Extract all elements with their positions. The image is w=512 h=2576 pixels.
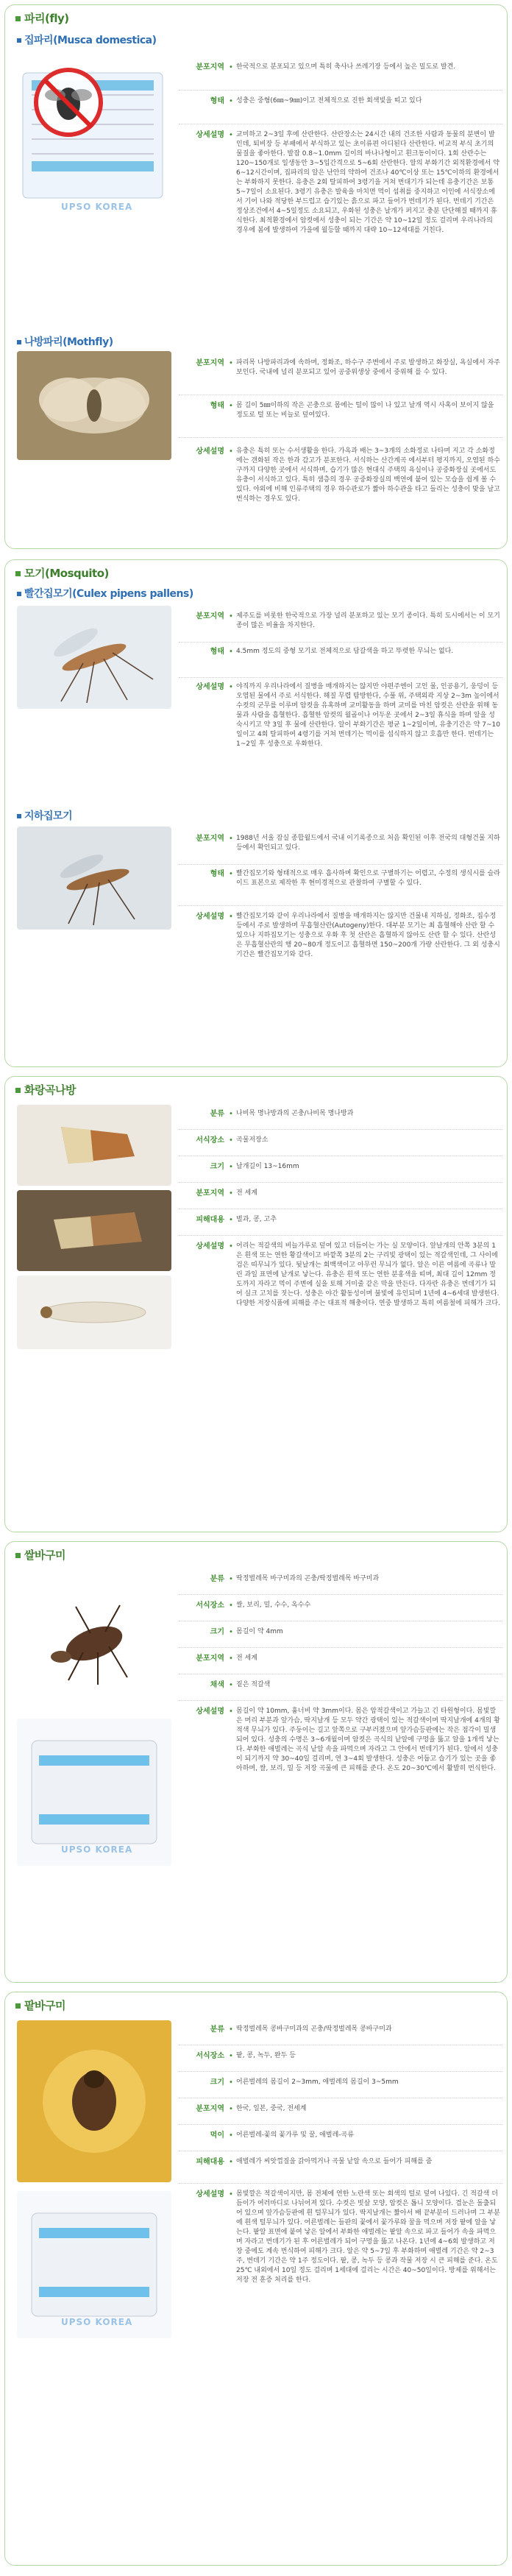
moth-larva-photo: [17, 1275, 171, 1349]
bullet-icon: •: [229, 2025, 233, 2034]
row-label: 분포지역: [196, 359, 224, 367]
row-label: 상세설명: [196, 683, 224, 691]
row-value: 딱정벌레목 바구미과의 곤충/딱정벌레목 바구미과: [236, 1575, 380, 1582]
bullet-icon: •: [229, 1708, 233, 1716]
row-label: 형태: [210, 97, 224, 105]
bullet-icon: •: [229, 612, 233, 620]
row-value: 벌과, 콩, 고추: [236, 1216, 277, 1223]
section-title: [15, 1548, 65, 1564]
row-value: 전 세계: [236, 1189, 257, 1197]
species-title: [17, 809, 72, 824]
row-label: 분포지역: [196, 612, 224, 620]
section-title-text: 화랑곡나방: [24, 1083, 76, 1097]
row-value: 한국, 일본, 중국, 전세계: [236, 2105, 307, 2112]
section-title-text: 쌀바구미: [24, 1549, 65, 1562]
moth-damage-row: [179, 1215, 502, 1236]
row-label: 상세설명: [196, 131, 224, 139]
row-label: 서식장소: [196, 2052, 224, 2060]
row-value: 4.5mm 정도의 중형 모기로 전체적으로 담갈색을 하고 뚜렷한 무늬는 없다.: [236, 648, 454, 655]
row-label: 분류: [210, 1110, 224, 1118]
housefly-trap-photo: [17, 51, 171, 222]
bean-weevil-trap-photo: [17, 2191, 171, 2338]
bullet-icon: •: [229, 1681, 233, 1689]
row-value: 쌀, 보리, 밀, 수수, 옥수수: [236, 1602, 311, 1609]
bullet-icon: •: [229, 1163, 233, 1171]
bullet-icon: •: [229, 1575, 233, 1583]
bean-damage-row: [179, 2157, 502, 2184]
bean-detail-row: [179, 2190, 502, 2543]
bullet-icon: •: [229, 1189, 233, 1197]
bullet-icon: •: [229, 1602, 233, 1610]
row-value: 야직까지 우리나라에서 질병을 매개하지는 않지만 야편주엔이 고인 물, 인공용기, 웅덩이 등 오염된 물에서 주로 서식한다. 해질 무렵 탐방한다, 수풀 위, 주택외곽 지상 2~3m 높이에서 수컷의 군무를 이루며 암컷을 유혹하며 교미활동을 하며 교미를 마친 암컷은 산란을 위해 동물과 사람을 흡혈한다. 흡혈한 암컷의 월골이나 어두운 곳에서 2~3일 휴식을 하며 알을 성숙시키고 약 3일 후 물에 산란한다. 알이 부화기간은 평균 1~2일이며, 유충기간은 약 7~10일이고 4회 탈피하여 4령기를 거쳐 번데기는 먹이를 섭식하지 않고 호흡만 한다. 번데기는 1~2일 후 성충으로 우화한다.: [236, 683, 501, 749]
row-label: 형태: [210, 870, 224, 878]
row-label: 크기: [210, 2078, 224, 2087]
row-value: 몸빛깔은 적갈색이지만, 몸 전체에 연한 노란색 또는 회색의 털로 덮여 나있다. 긴 적갈색 더듬이가 여러마디로 나뉘어져 있다. 수컷은 빗살 모양, 암컷은 톱니 모양이다. 겹눈은 돌출되어 있으며 앞가슴등판에 흰 털무늬가 있다. 딱지날개는 짧아서 배 끝부분이 드러나며 그 부분에 흰색 털무늬가 있다. 어른벌레는 들판의 꽃에서 꽃가루와 꿀을 먹으며 저장 팥에 알을 낳는다. 팥알 표면에 붙여 낳은 알에서 부화한 애벌레는 팥알 속으로 파고 들어가 속을 파먹으며 자라고 번데기가 된 후 어른벌레가 되어 구멍을 뚫고 나온다. 1년에 4~6회 발생하고 저장 중에도 계속 번식하여 피해가 크다. 알은 약 5~7일 후 부화하며 애벌레 기간은 약 2~3주, 번데기 기간은 약 1주 정도이다. 팥, 콩, 녹두 등 콩과 작물 저장 시 큰 피해를 준다. 온도 25℃ 내외에서 10일 정도 걸리며 1세대에 걸리는 시간은 40~50일이다. 방제를 위해서는 저장 전 훈증 처리를 한다.: [236, 2190, 500, 2285]
species-title: [17, 335, 113, 350]
row-value: 1988년 서울 잠실 종합월드에서 국내 이기록종으로 처음 확인된 이후 전국의 대형건물 지하 등에서 확인되고 있다.: [236, 835, 500, 852]
row-value: 유충은 특히 또는 수서생활을 한다. 가옥과 배는 3~3개의 소화정로 나타며 지고 각 소화정에는 갠화된 작은 한과 감고가 분포한다. 서식하는 산간계곡 에서부터 평지까지, 오염된 하수구까지 다양한 곳에서 서식하며, 습기가 많은 현대식 주택의 욕실이나 공중화장실 곳에서도 유충이 서식하고 있다. 특히 샘층의 경우 공중화장실의 백연에 붙어 있는 모습을 쉽게 볼 수 있다. 야외에 비해 인류주택의 경우 하수관로가 짧아 하수관을 타고 들리는 성충이 맞을 날고 번식하는 경우도 있다.: [236, 447, 500, 503]
rice-host-row: [179, 1601, 502, 1621]
row-label: 상세설명: [196, 447, 224, 456]
section-title: [15, 1998, 65, 2014]
bullet-icon: •: [229, 1628, 233, 1636]
housefly-detail-row: [179, 130, 502, 336]
bean-dist-row: [179, 2104, 502, 2125]
row-label: 먹이: [210, 2131, 224, 2140]
culex-shape-row: [179, 647, 502, 678]
row-value: 어른벌레의 몸길이 2~3mm, 애벌레의 몸길이 3~5mm: [236, 2078, 399, 2086]
rice-detail-row: [179, 1707, 502, 1928]
section-title: [15, 1083, 76, 1099]
row-value: 팥, 콩, 녹두, 완두 등: [236, 2052, 296, 2059]
bullet-icon: •: [229, 63, 233, 71]
watermark: UPSO KOREA: [61, 2317, 133, 2327]
row-label: 분포지역: [196, 2105, 224, 2113]
row-value: 어른벌레-꽃의 꽃가루 및 꿀, 애벌레-곡류: [236, 2131, 354, 2139]
rice-weevil-trap-photo: [17, 1719, 171, 1866]
bullet-icon: •: [229, 97, 233, 105]
bullet-icon: •: [229, 648, 233, 656]
row-value: 날개길이 13~16mm: [236, 1163, 299, 1170]
bullet-icon: •: [229, 1110, 233, 1118]
togoi-photo: [17, 827, 171, 930]
row-label: 상세설명: [196, 1708, 224, 1716]
rice-color-row: [179, 1680, 502, 1701]
row-label: 분포지역: [196, 1655, 224, 1663]
row-value: 빨간집모기와 같이 우리나라에서 질병을 매개하지는 않지만 건물내 지하실, 정화조, 집수정 등에서 주로 발생하며 무흡혈산란(Autogeny)한다. 대부분 모기는 최 흡혈해야 산란 할 수 있으나 지하집모기는 성충으로 우화 후 첫 산란은 흡혈하지 않아도 산란 할 수 있다. 산란성은 무흡혈산란의 행 20~80개 정도이고 흡혈하면 150~200개 가량 산란한다. 그 외 성충시기간은 빨간집모기와 같다.: [236, 913, 500, 959]
mothfly-photo: [17, 351, 171, 460]
culex-detail-row: [179, 682, 502, 800]
bean-class-row: [179, 2025, 502, 2045]
row-value: 한국적으로 분포되고 있으며 특히 축사나 쓰레기장 등에서 높은 밀도로 발견.: [236, 63, 456, 71]
row-value: 딱정벌레목 콩바구미과의 곤충/딱정벌레목 콩바구미과: [236, 2025, 392, 2033]
bullet-icon: •: [229, 1655, 233, 1663]
row-label: 채색: [210, 1681, 224, 1689]
bullet-icon: •: [229, 2078, 233, 2087]
rice-dist-row: [179, 1654, 502, 1674]
row-label: 분포지역: [196, 63, 224, 71]
bullet-icon: •: [229, 2052, 233, 2060]
row-value: 나비목 명나방과의 곤충/나비목 명나방과: [236, 1110, 354, 1117]
togoi-dist-row: [179, 834, 502, 865]
bullet-icon: •: [229, 683, 233, 691]
rice-size-row: [179, 1627, 502, 1648]
row-label: 크기: [210, 1628, 224, 1636]
section-title: [15, 11, 69, 27]
row-label: 피해대용: [196, 2158, 224, 2166]
moth-photo-1: [17, 1105, 171, 1186]
row-label: 상세설명: [196, 913, 224, 921]
moth-dist-row: [179, 1189, 502, 1209]
bullet-icon: •: [229, 835, 233, 843]
moth-size-row: [179, 1162, 502, 1183]
bullet-icon: •: [229, 131, 233, 139]
row-label: 분포지역: [196, 1189, 224, 1197]
bullet-icon: •: [229, 359, 233, 367]
rice-weevil-section: [4, 1541, 508, 1983]
row-label: 형태: [210, 648, 224, 656]
section-title-text: 팥바구미: [24, 1999, 65, 2012]
section-title-text: 파리(fly): [24, 12, 69, 25]
section-title-text: 모기(Mosquito): [24, 567, 109, 580]
watermark: UPSO KOREA: [61, 202, 133, 212]
bean-food-row: [179, 2131, 502, 2151]
housefly-dist-row: [179, 63, 502, 91]
row-label: 피해대용: [196, 1216, 224, 1224]
row-label: 형태: [210, 402, 224, 410]
row-label: 크기: [210, 1163, 224, 1171]
row-label: 분류: [210, 2025, 224, 2034]
culex-photo: [17, 606, 171, 709]
section-title: [15, 566, 109, 582]
bullet-icon: •: [229, 1136, 233, 1144]
bullet-icon: •: [229, 402, 233, 410]
bullet-icon: •: [229, 2190, 233, 2198]
housefly-shape-row: [179, 96, 502, 124]
row-value: 파리목 나방파리과에 속하며, 정화조, 하수구 주변에서 주로 발생하고 화장실, 욕실에서 자주 보인다. 국내에 널리 분포되고 있어 공중위생상 중에서 중위해 를 수 있다.: [236, 359, 500, 377]
moth-section: [4, 1076, 508, 1532]
species-title-text: 지하집모기: [24, 810, 73, 822]
species-title: [17, 33, 157, 48]
row-label: 분포지역: [196, 835, 224, 843]
row-value: 빨간집모기와 형태적으로 매우 흡사하며 확인으로 구별하기는 어렵고, 수정의 생식시를 슬라이드 표본으로 제작한 후 현미경적으로 관찰하여 구별할 수 있다.: [236, 870, 500, 888]
bean-weevil-section: [4, 1992, 508, 2566]
row-value: 몸길이 약 4mm: [236, 1628, 283, 1635]
species-title: [17, 587, 193, 601]
bean-weevil-photo: [17, 2020, 171, 2182]
watermark: UPSO KOREA: [61, 1844, 133, 1855]
moth-class-row: [179, 1109, 502, 1130]
bullet-icon: •: [229, 1216, 233, 1224]
row-value: 곡물저장소: [236, 1136, 269, 1144]
togoi-detail-row: [179, 912, 502, 1030]
row-label: 서식장소: [196, 1136, 224, 1144]
row-value: 성충은 중형(6㎜~9㎜)이고 전체적으로 진한 회색빛을 띠고 있다: [236, 97, 422, 105]
moth-photo-2: [17, 1190, 171, 1271]
row-value: 몸 길이 5㎜이하의 작은 곤충으로 몸에는 털이 많이 나 있고 날개 역시 사혹이 보이지 않을 정도로 털 또는 비늘로 덮여있다.: [236, 402, 494, 420]
row-label: 상세설명: [196, 1242, 224, 1250]
culex-dist-row: [179, 612, 502, 643]
bean-host-row: [179, 2051, 502, 2072]
mothfly-dist-row: [179, 358, 502, 395]
row-value: 몸길이 약 10mm, 흉너비 약 3mm이다. 몸은 암적갈색이고 가늘고 긴 타원형이다. 몸빛깔은 머리 부분과 앞가슴, 딱지날개 등 모두 약간 광택이 있는 적갈색이며 딱지날개에 4개의 황적색 무늬가 있다. 주둥이는 길고 앞쪽으로 구부러졌으며 앞가슴등판에는 작은 점각이 밀생되어 있다. 성충의 수명은 3~6개월이며 암컷은 곡식의 낱알에 구멍을 뚫고 알을 1개씩 낳는다. 부화한 애벌레는 곡식 낱알 속을 파먹으며 자라고 그 안에서 번데기가 된다. 알에서 성충이 되기까지 약 30~40일 걸리며, 연 3~4회 발생한다. 성충은 어둡고 습기가 있는 곳을 좋아하며, 쌀, 보리, 밀 등 저장 곡물에 큰 피해를 준다. 온도 20~30℃에서 활발히 번식한다.: [236, 1708, 500, 1773]
moth-host-row: [179, 1136, 502, 1156]
row-label: 분류: [210, 1575, 224, 1583]
mothfly-shape-row: [179, 401, 502, 438]
row-label: 서식장소: [196, 1602, 224, 1610]
mosquito-section: [4, 559, 508, 1067]
row-value: 교미하고 2~3일 후에 산란한다. 산란장소는 24시간 내의 건조한 사람과 동물의 분변이 발인데, 퇴비장 등 부패에서 부식하고 있는 초이류편 아디된다 산란한다. 비교적 부식 초기의 물질을 좋아한다. 발잡 0.8~1.0mm 길이의 바나나형이고 흰크동이이다. 1회 산란수는 120~150개로 일생동안 3~5입간격으로 5~6회 산란한다. 알의 부화기간 외적환경에서 약 6~12시간이며, 집파리의 알은 난안의 약하여 건조나 40℃이상 또는 15℃이하의 환경에서는 부화하지 못한다. 유충은 2회 탈피하여 3령기을 거쳐 번대기가 되는데 유충기간은 보통 5~7일이 소요된다. 3령기 유충은 발육을 마치면 먹이 섭취를 중지하고 이인에 서식장소에서 기어 나와 적당한 부드럽고 습기있는 흙으로 파고 들어가 번데기가 된다. 번데기 기간은 정상조건에서 4~5일정도 소요되고, 우화된 성충은 날개가 퍼지고 충분 단단해질 때까지 휴식한다. 최적환경에서 암컷에서 성충이 되는 기간은 약 10~12일 정도 걸리며 우리나라의 경우에 봄에 발생하여 가을에 월등할 때까지 대략 10~12세대를 거친다.: [236, 131, 499, 235]
bullet-icon: •: [229, 2158, 233, 2166]
bullet-icon: •: [229, 1242, 233, 1250]
bullet-icon: •: [229, 870, 233, 878]
fly-section: [4, 4, 508, 549]
rice-weevil-photo: [17, 1570, 171, 1710]
bullet-icon: •: [229, 2131, 233, 2140]
species-title-text: 나방파리(Mothfly): [24, 336, 113, 348]
row-value: 전 세계: [236, 1655, 257, 1662]
species-title-text: 집파리(Musca domestica): [24, 35, 157, 46]
species-title-text: 빨간집모기(Culex pipens pallens): [24, 588, 193, 600]
row-value: 제주도를 비롯한 한국적으로 가장 널리 분포하고 있는 모기 종이다. 특히 도시에서는 이 모기종이 많은 비율을 차지한다.: [236, 612, 500, 630]
bullet-icon: •: [229, 2105, 233, 2113]
bullet-icon: •: [229, 913, 233, 921]
moth-detail-row: [179, 1242, 502, 1462]
togoi-shape-row: [179, 869, 502, 906]
bullet-icon: •: [229, 447, 233, 456]
bean-size-row: [179, 2078, 502, 2098]
rice-class-row: [179, 1574, 502, 1595]
row-value: 짙은 적갈색: [236, 1681, 271, 1688]
row-label: 상세설명: [196, 2190, 224, 2198]
row-value: 어리는 적갈색의 비늘가루로 덮여 있고 더듬이는 가는 실 모양이다. 앞날개의 안쪽 3분의 1은 흰색 또는 연한 황갈색이고 바깥쪽 3분의 2는 구리빛 광택이 있는 적갈색인데, 그 사이에 검은 띠무늬가 있다. 뒷날개는 회백색이고 아무런 무늬가 없다. 알은 이른 여름에 곡류나 말린 과일 표면에 낱개로 낳는다. 유충은 흰색 또는 연한 분홍색을 띠며, 최대 길이 12mm 정도까지 자라고 먹이 주변에 실을 토해 거미줄 같은 막을 만든다. 다자란 유충은 번데기가 되어 실크 고치를 짓는다. 성충은 야간 활동성이며 불빛에 유인되며 1년에 4~6세대 발생한다. 다양한 저장식품에 피해를 주는 대표적 해충이다. 연중 발생하고 특히 여름철에 피해가 크다.: [236, 1242, 500, 1308]
mothfly-detail-row: [179, 447, 502, 542]
row-value: 애벌레가 씨앗껍질을 갉아먹거나 곡물 낱알 속으로 들어가 피해를 줌: [236, 2158, 433, 2165]
